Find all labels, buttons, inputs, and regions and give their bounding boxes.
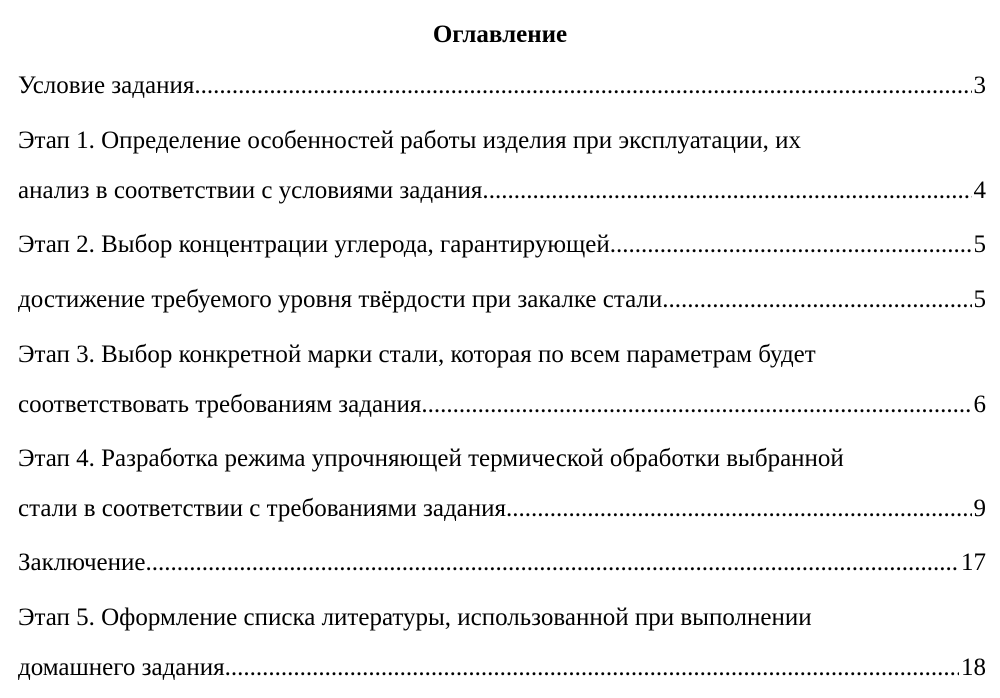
toc-title: Оглавление bbox=[432, 21, 568, 48]
toc-page-number: 5 bbox=[973, 231, 986, 258]
toc-entry-stage-4-continuation[interactable] bbox=[18, 492, 986, 526]
toc-entry-stage-1-continuation[interactable] bbox=[18, 174, 986, 208]
toc-page-number: 9 bbox=[973, 495, 986, 522]
toc-entry-stage-1[interactable] bbox=[18, 124, 986, 158]
dot-leader bbox=[512, 492, 971, 526]
toc-entry-text: Условие задания bbox=[18, 72, 195, 99]
toc-entry-stage-2[interactable] bbox=[18, 228, 986, 262]
dot-leader bbox=[231, 651, 959, 685]
toc-entry-text: стали в соответствии с требованиями задания. bbox=[18, 495, 513, 522]
toc-entry-conditions[interactable] bbox=[18, 69, 986, 103]
toc-page-number: 3 bbox=[973, 72, 986, 99]
toc-entry-conclusion[interactable] bbox=[18, 546, 986, 580]
toc-entry-stage-3-continuation[interactable] bbox=[18, 388, 986, 422]
dot-leader bbox=[610, 228, 972, 262]
toc-entry-text: Этап 4. Разработка режима упрочняющей термической обработки выбранной bbox=[18, 445, 844, 472]
toc-page-number: 4 bbox=[973, 177, 986, 204]
toc-page-number: 17 bbox=[961, 549, 986, 576]
toc-page-number: 6 bbox=[973, 391, 986, 418]
toc-page-number: 18 bbox=[961, 654, 986, 681]
toc-entry-text: достижение требуемого уровня твёрдости при закалке стали. bbox=[18, 286, 669, 313]
toc-entry-stage-5-continuation[interactable] bbox=[18, 651, 986, 685]
toc-page-number: 5 bbox=[973, 286, 986, 313]
toc-entry-stage-4[interactable] bbox=[18, 442, 986, 476]
dot-leader bbox=[489, 174, 972, 208]
dot-leader bbox=[146, 546, 960, 580]
toc-entry-text: соответствовать требованиям задания bbox=[18, 391, 422, 418]
toc-entry-text: анализ в соответствии с условиями задания. bbox=[18, 177, 489, 204]
toc-entry-text: Этап 1. Определение особенностей работы изделия при эксплуатации, их bbox=[18, 127, 802, 154]
toc-entry-hardness[interactable] bbox=[18, 283, 986, 317]
toc-entry-stage-5[interactable] bbox=[18, 601, 986, 635]
dot-leader bbox=[669, 283, 972, 317]
toc-entry-text: Этап 3. Выбор конкретной марки стали, которая по всем параметрам будет bbox=[18, 341, 816, 368]
toc-entry-text: Этап 5. Оформление списка литературы, использованной при выполнении bbox=[18, 604, 812, 631]
dot-leader bbox=[194, 69, 971, 103]
toc-entry-text: Заключение bbox=[18, 549, 146, 576]
toc-entry-stage-3[interactable] bbox=[18, 338, 986, 372]
dot-leader bbox=[421, 388, 971, 422]
toc-entry-text: домашнего задания. bbox=[18, 654, 231, 681]
toc-entry-text: Этап 2. Выбор концентрации углерода, гарантирующей bbox=[18, 231, 610, 258]
